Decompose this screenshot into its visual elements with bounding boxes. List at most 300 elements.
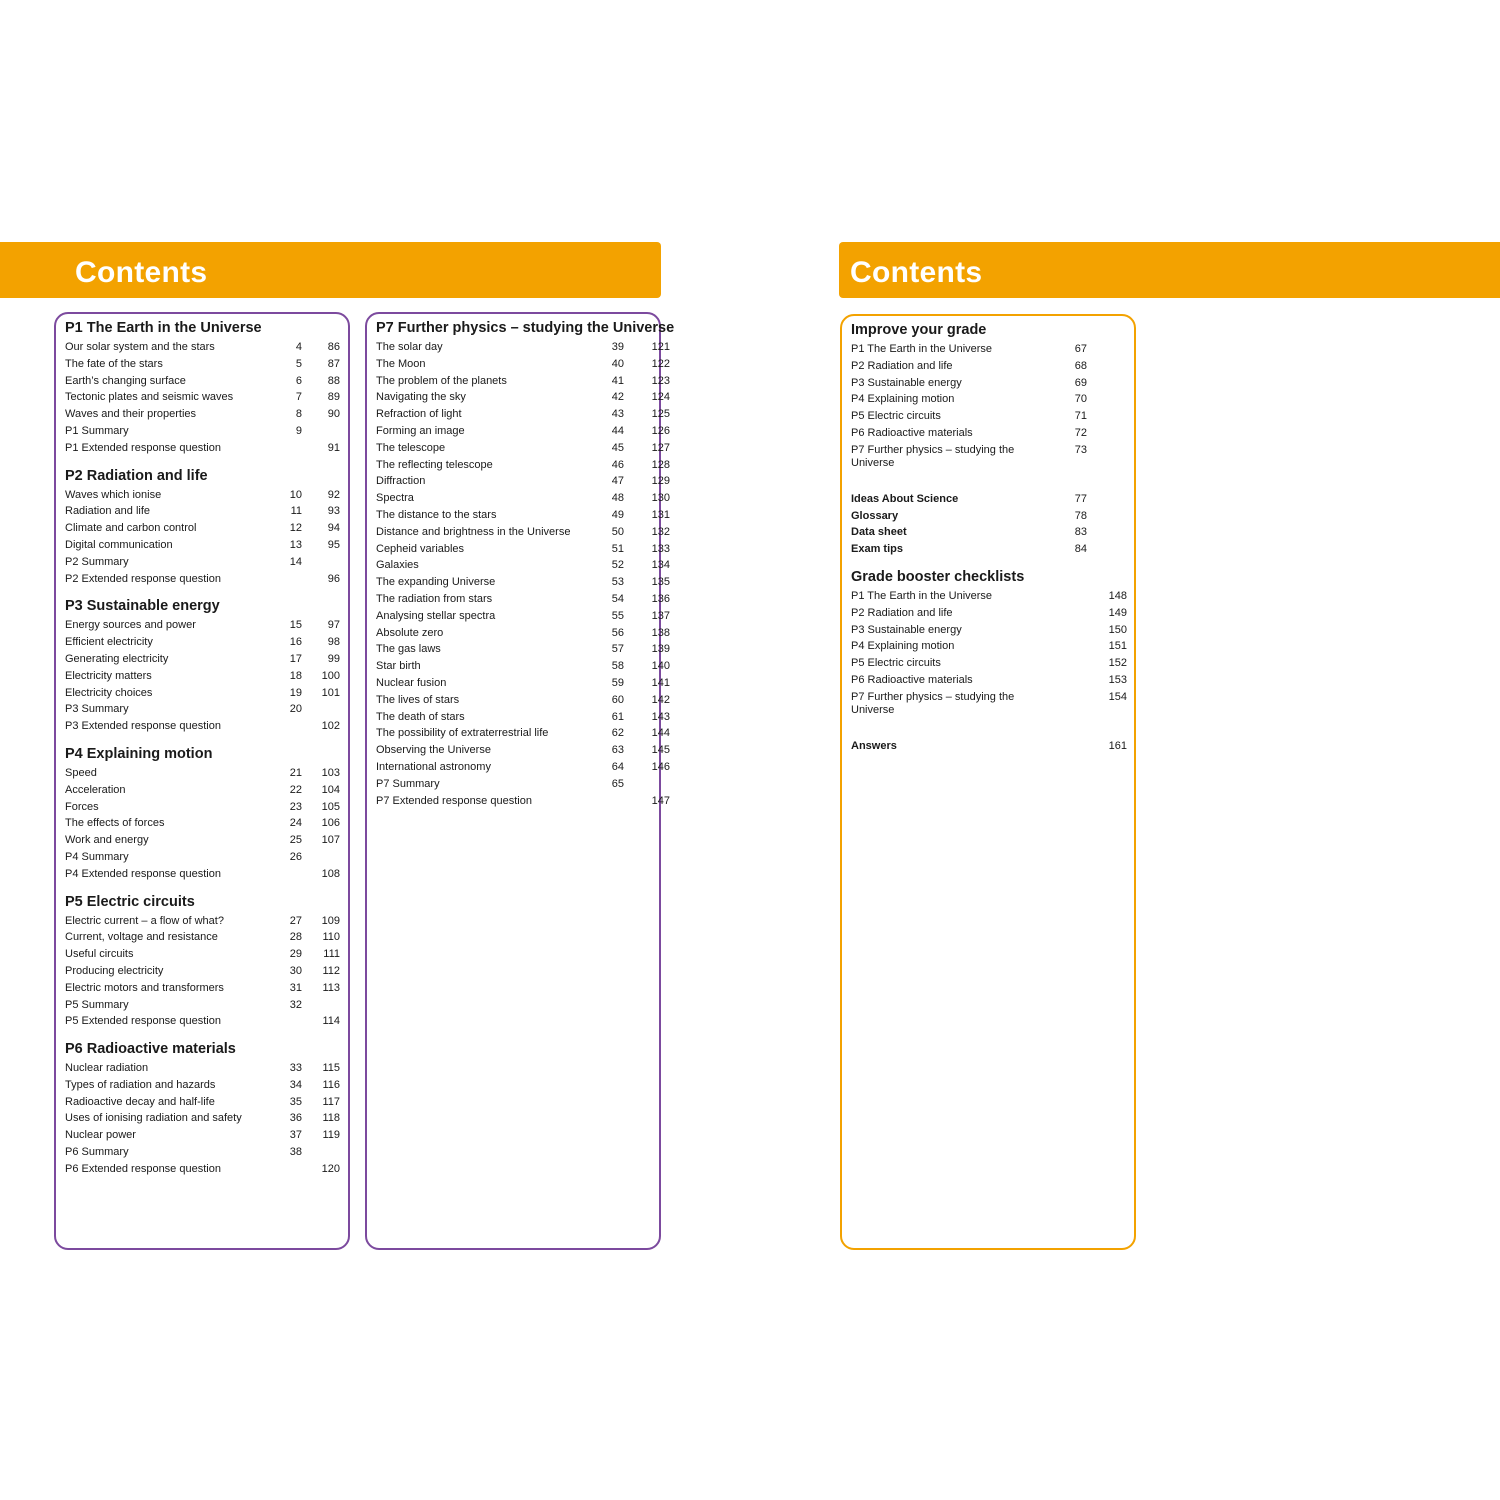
entry-page-number-2: 141 [651,676,670,689]
contents-entry [65,423,339,440]
contents-entry [376,490,670,507]
entry-page-number: 24 [289,817,302,830]
entry-title: Digital communication [65,538,173,551]
section-title: Grade booster checklists [851,568,1025,585]
contents-entry [376,709,670,726]
entry-page-number-2: 139 [651,643,670,656]
entry-title: P6 Extended response question [65,1162,221,1175]
entry-title: P2 Summary [65,555,129,568]
contents-entry [851,588,1125,605]
entry-page-number-2: 95 [327,538,340,551]
entry-title: P5 Electric circuits [851,657,941,670]
contents-entry [851,508,1125,525]
contents-entry [376,692,670,709]
entry-title: Energy sources and power [65,619,196,632]
entry-page-number: 39 [611,341,624,353]
entry-title: Generating electricity [65,652,169,665]
contents-entry [851,638,1125,655]
entry-title: P1 Summary [65,424,129,437]
contents-section [65,318,339,457]
entry-title: The fate of the stars [65,357,163,370]
contents-entry [65,668,339,685]
contents-entry [376,776,650,793]
entry-page-number: 26 [289,850,302,863]
contents-entry [65,765,339,782]
contents-entry [65,685,339,702]
entry-title: Distance and brightness in the Universe [376,525,571,538]
entry-page-number-2: 135 [651,576,670,589]
entry-title: P7 Summary [376,777,440,790]
entry-title: P3 Extended response question [65,720,221,733]
entry-page-number: 20 [289,703,302,716]
entry-title: Earth’s changing surface [65,374,186,387]
entry-page-number: 151 [1108,640,1127,653]
entry-page-number: 17 [289,652,302,665]
entry-title: Work and energy [65,834,149,847]
contents-entry [376,675,670,692]
entry-page-number-2: 98 [327,636,340,649]
entry-title: Nuclear fusion [376,676,447,689]
entry-title: Forces [65,800,99,813]
contents-entry [376,625,670,642]
contents-entry [65,373,339,390]
contents-entry [851,442,1125,472]
entry-title: Analysing stellar spectra [376,609,496,622]
entry-page-number: 43 [611,408,624,421]
contents-section [65,596,339,735]
entry-page-number: 83 [1074,526,1087,539]
entry-page-number-2: 105 [321,800,340,813]
contents-entry [376,591,670,608]
entry-page-number: 28 [289,931,302,944]
contents-entry [65,701,339,718]
entry-page-number-2: 94 [327,522,340,535]
entry-title: The effects of forces [65,817,165,830]
entry-page-number-2: 147 [651,794,670,807]
contents-entry [376,759,670,776]
contents-entry [851,672,1125,689]
section-title: P6 Radioactive materials [65,1041,236,1058]
entry-page-number: 51 [611,542,624,555]
entry-title: Absolute zero [376,626,444,639]
contents-entry [65,571,339,588]
entry-title: Nuclear radiation [65,1062,149,1075]
contents-section [65,744,339,883]
entry-page-number-2: 124 [651,391,670,404]
entry-title: Ideas About Science [851,492,959,505]
entry-page-number-2: 132 [651,525,670,538]
entry-page-number-2: 93 [327,505,340,518]
entry-page-number: 32 [289,998,302,1011]
entry-page-number: 25 [289,834,302,847]
contents-entry [65,356,339,373]
contents-entry [65,799,339,816]
entry-page-number: 150 [1108,623,1127,636]
contents-section [65,892,339,1031]
contents-entry [65,520,339,537]
entry-page-number-2: 106 [321,817,340,830]
contents-entry [851,425,1125,442]
entry-title: P3 Summary [65,703,129,716]
entry-page-number: 68 [1074,359,1087,372]
entry-page-number: 49 [611,508,624,521]
entry-title: P6 Radioactive materials [851,673,973,686]
section-title: P7 Further physics – studying the Universe [376,320,675,336]
entry-page-number-2: 90 [327,408,340,421]
entry-title: Exam tips [851,543,903,556]
entry-page-number: 77 [1074,492,1087,505]
contents-entry [65,849,339,866]
entry-page-number: 161 [1108,739,1127,752]
entry-title: The telescope [376,441,446,454]
spacer [851,728,1125,738]
right-contents-banner [839,242,1500,298]
contents-entry [65,997,339,1014]
contents-list [851,320,1125,755]
contents-entry [376,339,670,356]
entry-page-number-2: 104 [321,783,340,796]
section-title: P1 The Earth in the Universe [65,320,262,336]
entry-title: P6 Radioactive materials [851,426,973,439]
contents-entry [376,457,670,474]
entry-page-number: 41 [611,374,624,387]
entry-page-number: 52 [611,559,624,572]
entry-page-number: 22 [289,783,302,796]
entry-title: The expanding Universe [376,576,496,589]
entry-page-number-2: 125 [651,408,670,421]
contents-entry [851,541,1125,558]
entry-page-number: 31 [289,981,302,994]
entry-title: P1 Extended response question [65,441,221,454]
entry-title: Refraction of light [376,408,462,421]
entry-title: Types of radiation and hazards [65,1078,216,1091]
entry-page-number: 48 [611,492,624,505]
entry-title: Electric motors and transformers [65,981,224,994]
entry-page-number-2: 128 [651,458,670,471]
contents-entry [376,389,670,406]
entry-title: Speed [65,766,97,779]
entry-page-number: 71 [1074,410,1087,423]
entry-title: Acceleration [65,783,126,796]
entry-title: Radioactive decay and half-life [65,1095,215,1108]
entry-page-number: 35 [289,1095,302,1108]
contents-entry [65,440,339,457]
entry-page-number: 36 [289,1112,302,1125]
answers-entry [851,738,1125,755]
entry-page-number-2: 133 [651,542,670,555]
entry-page-number: 23 [289,800,302,813]
entry-title: P5 Electric circuits [851,410,941,423]
entry-page-number: 16 [289,636,302,649]
contents-entry [376,423,670,440]
entry-page-number: 72 [1074,426,1087,439]
entry-page-number: 18 [289,669,302,682]
entry-page-number-2: 122 [651,357,670,370]
contents-entry [65,634,339,651]
entry-page-number-2: 102 [321,720,340,733]
entry-title: Our solar system and the stars [65,341,215,353]
entry-page-number: 10 [289,488,302,501]
entry-page-number: 47 [611,475,624,488]
entry-title: The radiation from stars [376,592,493,605]
entry-page-number: 64 [611,760,624,773]
contents-entry [376,356,670,373]
contents-entry [65,718,339,735]
contents-entry [376,524,670,541]
entry-page-number: 13 [289,538,302,551]
contents-panel-p7 [365,312,675,1250]
contents-entry [65,487,339,504]
contents-entry [851,655,1125,672]
contents-entry [851,605,1125,622]
contents-section [65,1039,339,1178]
entry-page-number: 53 [611,576,624,589]
entry-page-number: 73 [1074,443,1087,456]
contents-entry [65,980,339,997]
entry-page-number-2: 87 [327,357,340,370]
contents-entry [65,963,339,980]
entry-page-number-2: 137 [651,609,670,622]
entry-title: Galaxies [376,559,419,572]
entry-page-number-2: 92 [327,488,340,501]
contents-entry [376,742,670,759]
entry-title: Data sheet [851,526,907,539]
contents-entry [65,1161,339,1178]
entry-title: The solar day [376,341,443,353]
entry-title: The possibility of extraterrestrial life [376,727,549,740]
entry-page-number-2: 103 [321,766,340,779]
entry-page-number-2: 143 [651,710,670,723]
entry-title: The death of stars [376,710,465,723]
extras-section [851,491,1125,558]
entry-title: P4 Explaining motion [851,393,955,406]
entry-page-number-2: 114 [322,1015,340,1028]
entry-title: P7 Extended response question [376,794,532,807]
entry-title: The problem of the planets [376,374,507,387]
entry-title: Waves and their properties [65,408,197,421]
left-page-heading: Contents [75,256,208,289]
contents-entry [65,866,339,883]
entry-page-number: 5 [295,357,302,370]
entry-title: International astronomy [376,760,491,773]
contents-entry [851,375,1125,392]
entry-page-number-2: 117 [322,1095,340,1108]
entry-page-number-2: 89 [327,391,340,404]
entry-page-number-2: 100 [321,669,340,682]
entry-page-number-2: 142 [651,693,670,706]
entry-page-number-2: 145 [651,744,670,757]
entry-page-number: 12 [289,522,302,535]
contents-entry [65,929,339,946]
entry-page-number: 34 [289,1078,302,1091]
entry-page-number: 14 [289,555,302,568]
entry-title: The distance to the stars [376,508,497,521]
entry-page-number-2: 111 [323,948,340,961]
entry-page-number-2: 115 [322,1062,340,1075]
entry-title: P2 Extended response question [65,572,221,585]
entry-page-number-2: 136 [651,592,670,605]
entry-page-number: 148 [1108,589,1127,602]
entry-title: Forming an image [376,424,465,437]
contents-entry [851,341,1125,358]
entry-title: P4 Extended response question [65,867,221,880]
contents-entry [376,574,670,591]
entry-page-number-2: 121 [651,341,670,353]
contents-entry [65,339,339,356]
entry-page-number-2: 110 [322,931,340,944]
entry-page-number: 54 [611,592,624,605]
entry-title: The reflecting telescope [376,458,493,471]
contents-entry [65,389,339,406]
contents-entry [65,1127,339,1144]
entry-page-number: 8 [295,408,302,421]
section-title: P5 Electric circuits [65,893,195,910]
entry-title: Cepheid variables [376,542,465,555]
contents-entry [65,617,339,634]
entry-page-number-2: 101 [321,686,340,699]
entry-page-number: 6 [295,374,302,387]
entry-page-number: 57 [611,643,624,656]
contents-entry [65,537,339,554]
contents-entry [65,946,339,963]
entry-title: P2 Radiation and life [851,606,953,619]
contents-panel-extras [840,314,1136,1250]
entry-page-number: 40 [611,357,624,370]
entry-title: P2 Radiation and life [851,359,953,372]
entry-title: Glossary [851,509,899,522]
entry-page-number-2: 140 [651,660,670,673]
entry-page-number-2: 108 [321,867,340,880]
entry-title: Electric current – a flow of what? [65,914,224,927]
contents-entry [376,608,670,625]
entry-page-number: 37 [289,1129,302,1142]
entry-title: Nuclear power [65,1129,136,1142]
contents-section [851,320,1125,472]
section-title: P2 Radiation and life [65,467,208,484]
contents-entry [851,689,1125,719]
entry-title: Efficient electricity [65,636,153,649]
entry-title: P4 Summary [65,850,129,863]
entry-title: The Moon [376,357,426,370]
entry-title: The lives of stars [376,693,460,706]
entry-page-number-2: 97 [327,619,340,632]
entry-page-number: 154 [1108,690,1127,703]
entry-page-number: 50 [611,525,624,538]
contents-panel-p1-p6 [54,312,350,1250]
entry-title: Current, voltage and resistance [65,931,218,944]
entry-title: P3 Sustainable energy [851,623,962,636]
contents-entry [376,725,670,742]
entry-page-number-2: 146 [651,760,670,773]
contents-entry [65,1110,339,1127]
entry-page-number-2: 107 [321,834,340,847]
entry-title: Tectonic plates and seismic waves [65,391,234,404]
contents-entry [65,1094,339,1111]
entry-title: Electricity choices [65,686,153,699]
contents-entry [65,503,339,520]
entry-page-number: 7 [295,391,302,404]
contents-entry [65,651,339,668]
entry-page-number: 84 [1074,543,1087,556]
entry-page-number-2: 138 [651,626,670,639]
entry-page-number-2: 118 [322,1112,340,1125]
spacer [851,481,1125,491]
contents-entry [376,793,670,810]
entry-page-number: 21 [289,766,302,779]
entry-page-number-2: 112 [322,964,340,977]
contents-entry [65,815,339,832]
contents-entry [376,641,670,658]
contents-entry [376,473,670,490]
entry-page-number: 149 [1108,606,1127,619]
contents-list [65,318,339,1187]
contents-entry [65,1013,339,1030]
entry-page-number-2: 131 [651,508,670,521]
entry-page-number-2: 109 [321,914,340,927]
entry-page-number: 11 [290,505,302,518]
entry-page-number: 46 [611,458,624,471]
entry-page-number-2: 96 [327,572,340,585]
contents-entry [65,1144,339,1161]
entry-page-number: 19 [289,686,302,699]
entry-page-number-2: 119 [322,1129,340,1142]
contents-entry [65,782,339,799]
entry-page-number: 33 [289,1062,302,1075]
entry-title: Navigating the sky [376,391,466,404]
contents-entry [376,541,670,558]
contents-entry [851,391,1125,408]
section-title: P3 Sustainable energy [65,598,220,615]
entry-page-number-2: 88 [327,374,340,387]
entry-page-number-2: 120 [321,1162,340,1175]
entry-page-number: 58 [611,660,624,673]
entry-title: P3 Sustainable energy [851,376,962,389]
entry-title: Spectra [376,492,414,505]
entry-title: Climate and carbon control [65,522,197,535]
contents-entry [65,554,339,571]
entry-title: Radiation and life [65,505,151,518]
entry-title: Diffraction [376,475,426,488]
contents-entry [376,373,670,390]
entry-title: Observing the Universe [376,744,491,757]
contents-list [376,318,675,818]
entry-title: Electricity matters [65,669,152,682]
contents-entry [65,913,339,930]
entry-page-number: 153 [1108,673,1127,686]
contents-entry [851,408,1125,425]
entry-page-number: 30 [289,964,302,977]
section-title: P4 Explaining motion [65,745,213,762]
section-title: Improve your grade [851,322,987,338]
entry-page-number: 59 [611,676,624,689]
entry-page-number-2: 129 [651,475,670,488]
entry-page-number: 60 [611,693,624,706]
entry-title: P1 The Earth in the Universe [851,343,993,355]
entry-page-number: 55 [611,609,624,622]
entry-title: Uses of ionising radiation and safety [65,1112,242,1125]
contents-entry [65,1077,339,1094]
entry-page-number: 42 [611,391,624,404]
contents-section [65,466,339,588]
left-contents-banner [0,242,661,298]
entry-page-number: 67 [1074,343,1087,355]
entry-page-number-2: 144 [651,727,670,740]
contents-entry [65,832,339,849]
entry-title: P7 Further physics – studying the Universe [851,690,1015,717]
entry-title: P5 Summary [65,998,129,1011]
entry-page-number-2: 86 [327,341,340,353]
contents-section [851,567,1125,719]
